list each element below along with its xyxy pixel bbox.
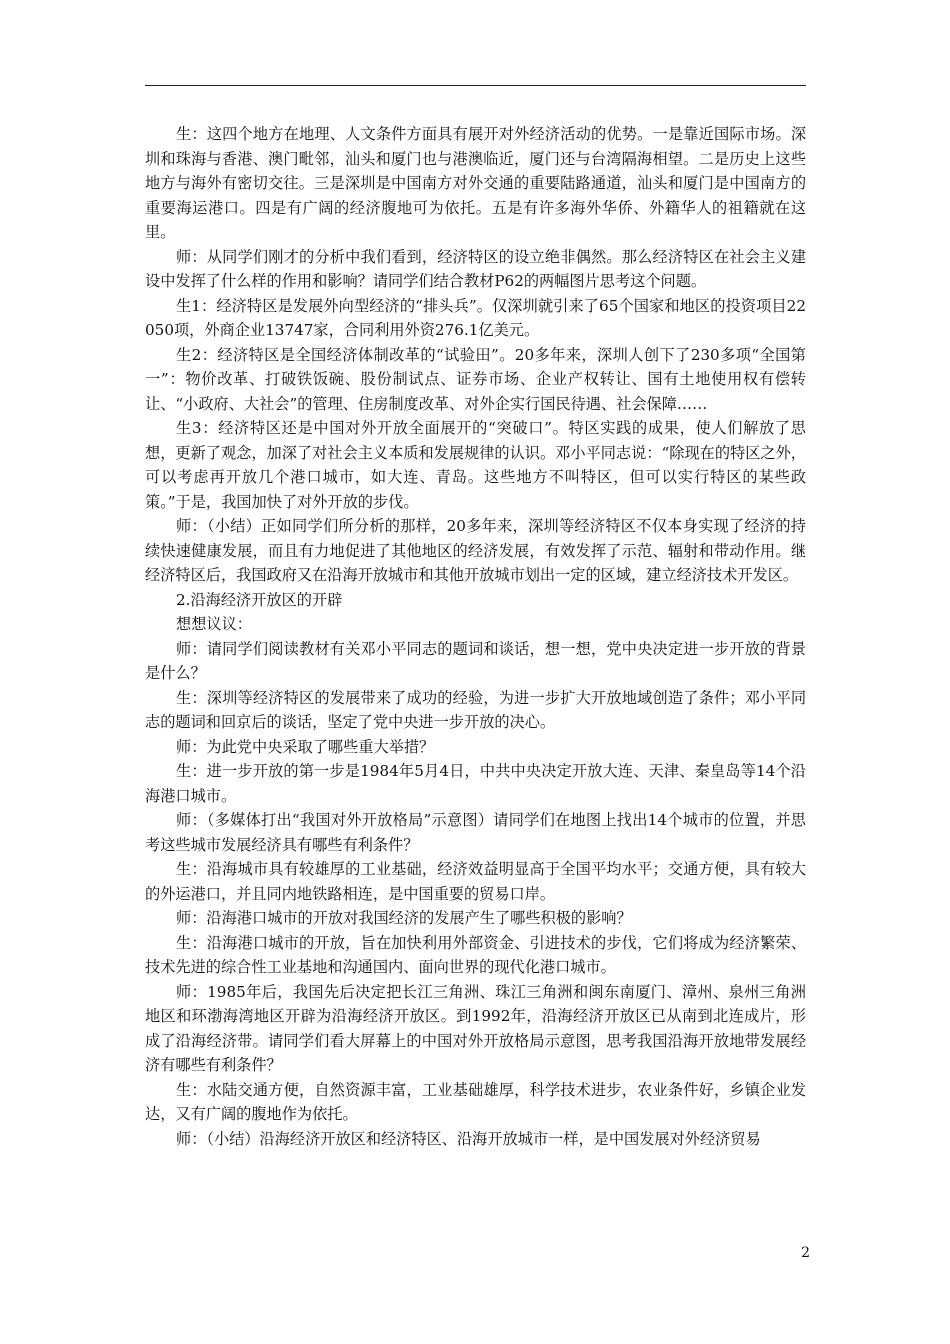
header-rule (145, 85, 806, 86)
paragraph: 生：沿海港口城市的开放，旨在加快利用外部资金、引进技术的步伐，它们将成为经济繁荣、技术先进的综合性工业基地和沟通国内、面向世界的现代化港口城市。 (145, 933, 806, 976)
paragraph: 师：为此党中央采取了哪些重大举措？ (176, 737, 435, 756)
paragraph: 生：沿海城市具有较雄厚的工业基础，经济效益明显高于全国平均水平；交通方便，具有较大的外运港口，并且同内地铁路相连，是中国重要的贸易口岸。 (145, 860, 806, 903)
paragraph: 想想议议： (176, 615, 252, 633)
paragraph: 师：（小结）正如同学们所分析的那样，20多年来，深圳等经济特区不仅本身实现了经济的持续快速健康发展，而且有力地促进了其他地区的经济发展，有效发挥了示范、辐射和带动作用。继经济特区后，我国政府又在沿海开放城市和其他开放城市划出一定的区域，建立经济技术开发区。 (145, 517, 806, 584)
paragraph: 师：沿海港口城市的开放对我国经济的发展产生了哪些积极的影响？ (176, 909, 632, 927)
page-number: 2 (801, 1245, 810, 1261)
paragraph: 生：这四个地方在地理、人文条件方面具有展开对外经济活动的优势。一是靠近国际市场。深圳和珠海与香港、澳门毗邻，汕头和厦门也与港澳临近，厦门还与台湾隔海相望。二是历史上这些地方与海外有密切交往。三是深圳是中国南方对外交通的重要陆路通道，汕头和厦门是中国南方的重要海运港口。四是有广阔的经济腹地可为依托。五是有许多海外华侨、外籍华人的祖籍就在这里。 (145, 125, 806, 241)
paragraph: 师：（小结）沿海经济开放区和经济特区、沿海开放城市一样，是中国发展对外经济贸易 (176, 1129, 761, 1148)
paragraph: 生3：经济特区还是中国对外开放全面展开的“突破口”。特区实践的成果，使人们解放了思想，更新了观念，加深了对社会主义本质和发展规律的认识。邓小平同志说：“除现在的特区之外，可以考虑再开放几个港口城市，如大连、青岛。这些地方不叫特区，但可以实行特区的某些政策。”于是，我国加快了对外开放的步伐。 (145, 419, 806, 511)
paragraph: 生：水陆交通方便，自然资源丰富，工业基础雄厚，科学技术进步，农业条件好，乡镇企业发达，又有广阔的腹地作为依托。 (145, 1080, 806, 1123)
document-body (145, 122, 806, 1151)
paragraph: 师：1985年后，我国先后决定把长江三角洲、珠江三角洲和闽东南厦门、漳州、泉州三角洲地区和环渤海湾地区开辟为沿海经济开放区。到1992年，沿海经济开放区已从南到北连成片，形成了沿海经济带。请同学们看大屏幕上的中国对外开放格局示意图，思考我国沿海开放地带发展经济有哪些有利条件？ (145, 982, 806, 1074)
paragraph: 生1：经济特区是发展外向型经济的“排头兵”。仅深圳就引来了65个国家和地区的投资项目22050项，外商企业13747家，合同利用外资276.1亿美元。 (145, 296, 806, 339)
paragraph: 生2：经济特区是全国经济体制改革的“试验田”。20多年来，深圳人创下了230多项“全国第一”：物价改革、打破铁饭碗、股份制试点、证券市场、企业产权转让、国有土地使用权有偿转让、“小政府、大社会”的管理、住房制度改革、对外企实行国民待遇、社会保障…… (145, 345, 806, 413)
paragraph: 师：从同学们刚才的分析中我们看到，经济特区的设立绝非偶然。那么经济特区在社会主义建设中发挥了什么样的作用和影响？请同学们结合教材P62的两幅图片思考这个问题。 (145, 247, 806, 290)
paragraph: 生：深圳等经济特区的发展带来了成功的经验，为进一步扩大开放地域创造了条件；邓小平同志的题词和回京后的谈话，坚定了党中央进一步开放的决心。 (145, 688, 806, 731)
paragraph: 生：进一步开放的第一步是1984年5月4日，中共中央决定开放大连、天津、秦皇岛等14个沿海港口城市。 (145, 762, 806, 805)
paragraph: 师：请同学们阅读教材有关邓小平同志的题词和谈话，想一想，党中央决定进一步开放的背景是什么？ (145, 639, 806, 682)
section-heading: 2.沿海经济开放区的开辟 (176, 590, 343, 609)
paragraph: 师：（多媒体打出“我国对外开放格局”示意图）请同学们在地图上找出14个城市的位置，并思考这些城市发展经济具有哪些有利条件？ (145, 811, 806, 854)
